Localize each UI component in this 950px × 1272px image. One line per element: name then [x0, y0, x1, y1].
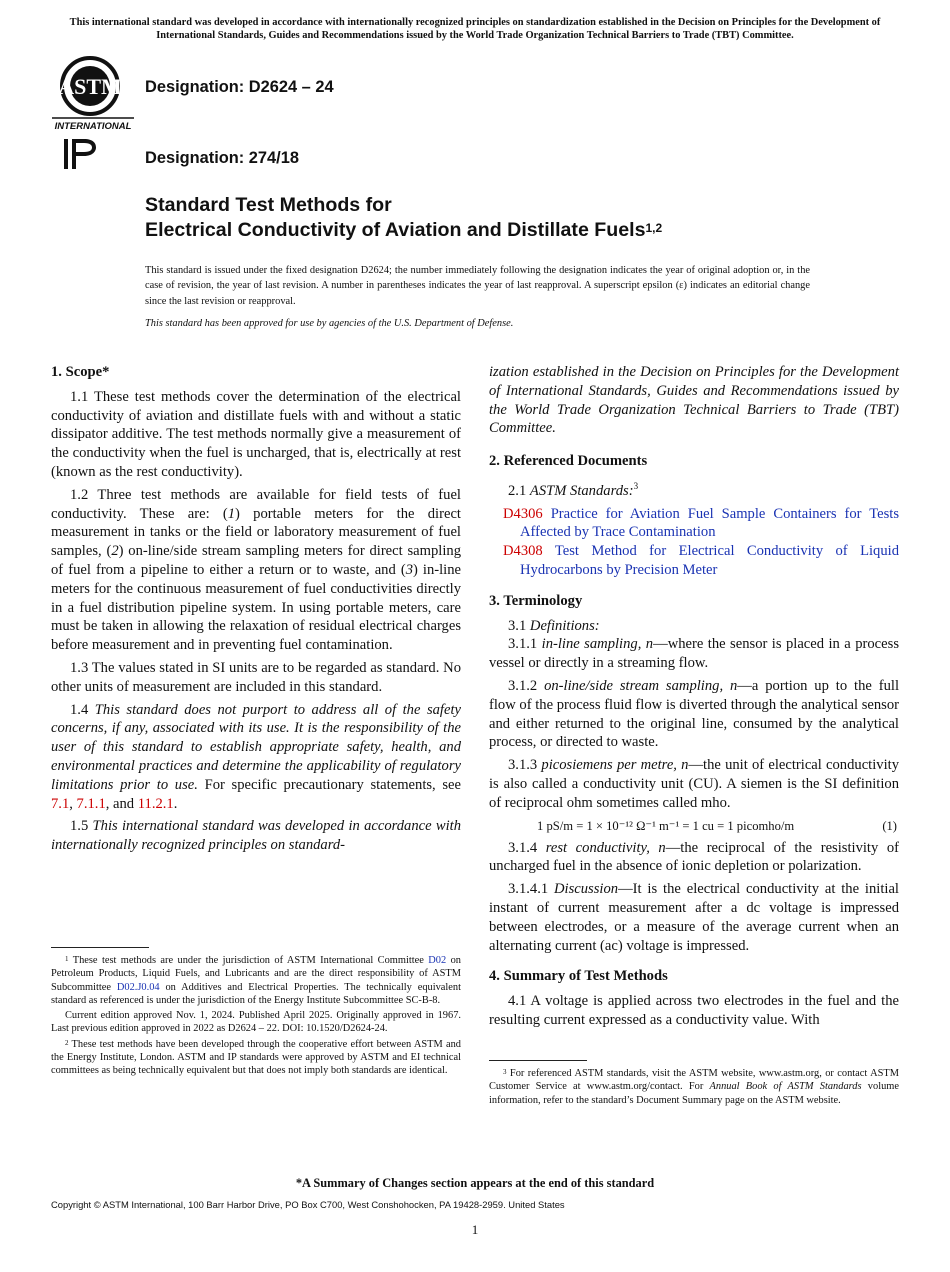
page-title [145, 193, 905, 243]
footnote-1: $^1$ These test methods are under the jurisdiction of ASTM International Committee D02 on Petroleum Products, Liquid Fuels, and Lubricants and are the direct responsibility of ASTM Subcommittee D02.J0.04 on Additives and Electrical Properties. The technically equivalent standard as referenced is under the jurisdiction of the Energy Institute Subcommittee SC-B-8. [51, 955, 461, 1006]
svg-text:ASTM: ASTM [58, 74, 122, 99]
para-1-4: 1.4 This standard does not purport to address all of the safety concerns, if any, associated with its use. It is the responsibility of the user of this standard to establish appropriate safety, health, and environmental practices and determine the applicability of regulatory limitations prior to use. For specific precautionary statements, see 7.1, 7.1.1, and 11.2.1. [51, 701, 462, 812]
page-number: 1 [471, 1222, 479, 1237]
para-1-5-continued: ization established in the Decision on Principles for the Development of International Standards, Guides and Recommendations issued by the World Trade Organization Technical Barriers to Trade (TBT) Committee. [489, 364, 899, 437]
ref-title[interactable]: Practice for Aviation Fuel Sample Containers for Tests Affected by Trace Contamination [520, 505, 899, 541]
term-3-1-2: 3.1.2 on-line/side stream sampling, n—a portion up to the full flow of the process fluid flow is diverted through the analytical sensor and either returned to the original line, consumed by the analytical process, or directed to waste. [489, 678, 899, 751]
equation-1 [489, 817, 899, 835]
para-1-3: 1.3 The values stated in SI units are to be regarded as standard. No other units of measurement are included in this standard. [51, 659, 461, 695]
para-1-2: 1.2 Three test methods are available for field tests of fuel conductivity. These are: (1) portable meters for the direct measurement in tanks or the field or laboratory measurement of fuel samples, (2) on-line/side stream sampling meters for direct sampling of fuel from a pipeline to either a return or to waste, and (3) in-line meters for the continuous measurement of fuel conductivities directly in a fuel distribution pipeline system. In using portable meters, care must be taken in allowing the relaxation of residual electrical charges before measurement and in preventing fuel contamination. [51, 486, 461, 654]
footnote-divider [489, 1060, 587, 1061]
footnote-2: $^2$ These test methods have been developed through the cooperative effort between ASTM and the Energy Institute, London. ASTM and IP standards were approved by ASTM and EI technical committees as being technically equivalent but that does not imply both standards are identical. [51, 1038, 461, 1077]
ref-code[interactable]: D4308 [503, 543, 543, 560]
equation-text: 1 pS/m = 1 × 10⁻¹² Ω⁻¹ m⁻¹ = 1 cu = 1 picomho/m [537, 818, 795, 833]
footnote-1-edition: Current edition approved Nov. 1, 2024. Published April 2025. Originally approved in 1967. Last previous edition approved in 2022 as D2624 – 22. DOI: 10.1520/D2624-24. [51, 1010, 461, 1035]
footnotes-left [51, 947, 461, 1080]
footnote-divider [51, 947, 149, 948]
astm-logo-icon [52, 56, 134, 132]
title-footnote-ref: 1,2 [645, 221, 663, 235]
equation-number: (1) [882, 818, 897, 833]
dod-approval-statement: This standard has been approved for use by agencies of the U.S. Department of Defense. [145, 318, 514, 329]
term-3-1-4-1: 3.1.4.1 Discussion—It is the electrical conductivity at the initial instant of current measurement after a dc voltage is impressed between electrodes, or a measure of the average current when an alternating current (ac) voltage is impressed. [489, 881, 899, 954]
definitions-subheading: 3.1 Definitions: [508, 617, 600, 634]
astm-standards-subheading: 2.1 ASTM Standards:$^3$ [508, 480, 639, 499]
link-section-7-1-1[interactable]: 7.1.1 [76, 795, 106, 812]
footnotes-right [489, 1060, 899, 1109]
ref-item-d4306[interactable] [489, 505, 899, 543]
summary-of-changes-note: *A Summary of Changes section appears at the end of this standard [295, 1176, 655, 1190]
designation-astm: Designation: D2624 – 24 [145, 78, 334, 96]
para-1-5: 1.5 This international standard was developed in accordance with internationally recognized principles on standard- [51, 818, 462, 854]
left-column [51, 363, 461, 859]
trade-committee-note: This international standard was developed in accordance with internationally recognized principles on standardization established in the Decision on Principles for the Development of International Standards, Guides and Recommendations issued by the World Trade Organization Technical Barriers to Trade (TBT) Committee. [69, 17, 881, 41]
para-4-1: 4.1 A voltage is applied across two electrodes in the fuel and the resulting current expressed as a conductivity value. With [489, 993, 899, 1028]
term-3-1-4: 3.1.4 rest conductivity, n—the reciprocal of the resistivity of uncharged fuel in the absence of ionic depletion or polarization. [489, 839, 899, 875]
link-section-11-2-1[interactable]: 11.2.1 [137, 795, 174, 812]
scope-heading: 1. Scope* [51, 364, 110, 380]
title-line-1: Standard Test Methods for [145, 194, 392, 216]
link-subcommittee[interactable]: D02.J0.04 [116, 981, 160, 993]
link-committee-d02[interactable]: D02 [428, 955, 447, 966]
designation-ip: Designation: 274/18 [145, 149, 299, 167]
ref-item-d4308[interactable] [489, 542, 899, 580]
link-section-7-1[interactable]: 7.1 [51, 795, 70, 812]
title-line-2: Electrical Conductivity of Aviation and Distillate Fuels [145, 219, 646, 241]
astm-logo-text: INTERNATIONAL [54, 121, 132, 132]
para-1-1: 1.1 These test methods cover the determination of the electrical conductivity of aviation and distillate fuels with and without a static dissipator additive. The test methods normally give a measurement of the conductivity when the fuel is uncharged, that is, electrically at rest (known as the rest conductivity). [51, 388, 461, 480]
terminology-heading: 3. Terminology [489, 592, 583, 609]
summary-heading: 4. Summary of Test Methods [489, 968, 668, 985]
issued-statement: This standard is issued under the fixed designation D2624; the number immediately following the designation indicates the year of original adoption or, in the case of revision, the year of last revision. A number in parentheses indicates the year of last reapproval. A superscript epsilon (ε) indicates an editorial change since the last revision or reapproval. [145, 265, 810, 307]
term-3-1-3: 3.1.3 picosiemens per metre, n—the unit of electrical conductivity is also called a conductivity unit (CU). A siemen is the SI definition of reciprocal ohm sometimes called mho. [489, 757, 899, 811]
footnote-3: $^3$ For referenced ASTM standards, visit the ASTM website, www.astm.org, or contact ASTM Customer Service at www.astm.org/contact. For Annual Book of ASTM Standards volume information, refer to the standard’s Document Summary page on the ASTM website. [489, 1068, 899, 1106]
ref-title[interactable]: Test Method for Electrical Conductivity of Liquid Hydrocarbons by Precision Meter [520, 543, 899, 579]
referenced-docs-heading: 2. Referenced Documents [489, 453, 648, 470]
term-3-1-1: 3.1.1 in-line sampling, n—where the sensor is placed in a process vessel or directly in a streaming flow. [489, 636, 899, 672]
ref-code[interactable]: D4306 [503, 505, 543, 522]
copyright: Copyright © ASTM International, 100 Barr Harbor Drive, PO Box C700, West Conshohocken, PA 19428-2959. United States [51, 1199, 565, 1210]
ip-logo-icon [62, 136, 102, 172]
right-column [489, 363, 899, 1034]
